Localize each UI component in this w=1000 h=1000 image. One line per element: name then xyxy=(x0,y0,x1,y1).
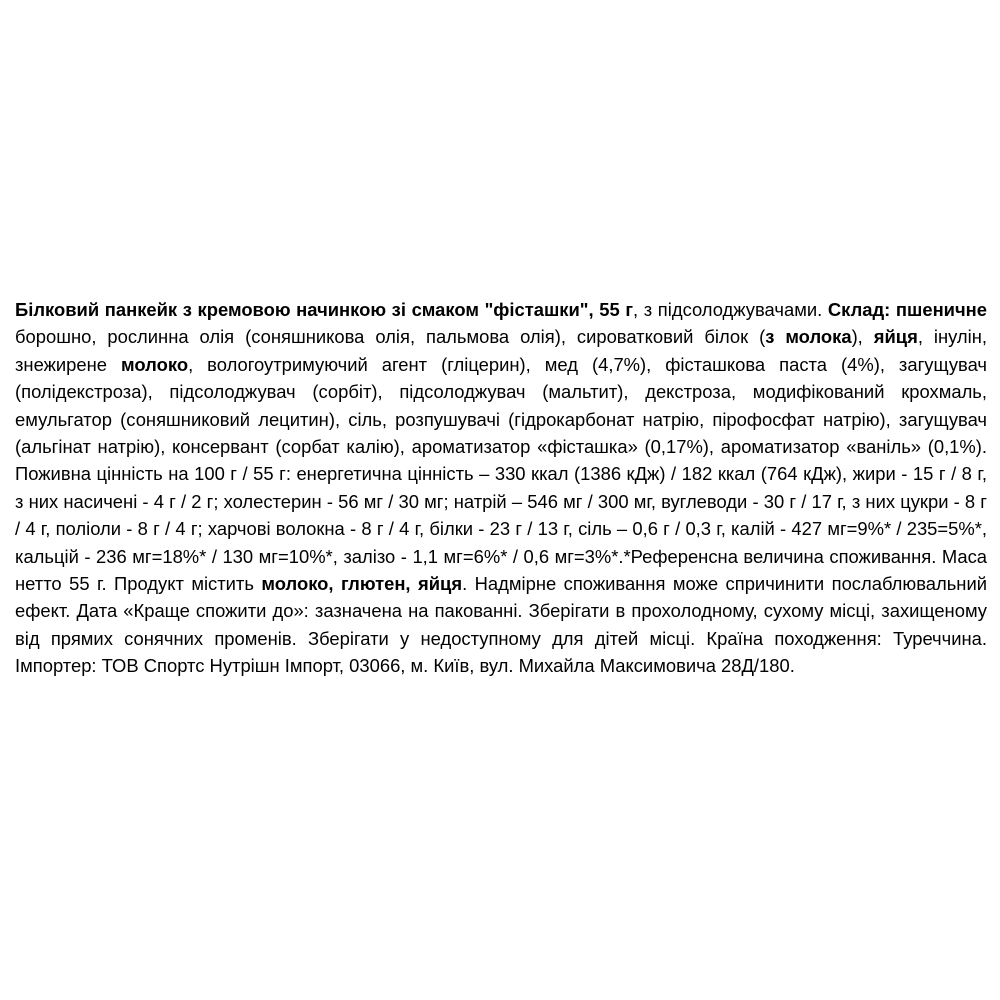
allergen-list: молоко, глютен, яйця xyxy=(261,573,463,595)
allergen-milk: молоко xyxy=(121,353,189,375)
text-segment: , з підсолоджувачами. xyxy=(633,299,828,320)
composition-heading: Склад: пшеничне xyxy=(827,299,987,320)
text-segment: борошно, рослинна олія (соняшникова олія, пальмова олія), сироватковий білок ( xyxy=(15,326,766,348)
ingredients-and-nutrition-text: , вологоутримуючий агент (гліцерин), мед (4,7%), фісташкова паста (4%), загущувач (полідекстроза), підсолоджувач (сорбіт), підсолоджувач (мальтит), декстроза, модифікований крохмаль, емульгатор (соняшниковий лецитин), сіль, розпушувачі (гідрокарбонат натрію, пірофосфат натрію), загущувач (альгінат натрію), консервант (сорбат калію), ароматизатор «фісташка» (0,17%), ароматизатор «ваніль» (0,1%). Поживна цінність на 100 г / 55 г: енергетична цінність – 330 ккал (1386 кДж) / 182 ккал (764 кДж), жири - 15 г / 8 г, з них насичені - 4 г / 2 г; холестерин - 56 мг / 30 мг; натрій – 546 мг / 300 мг, вуглеводи - 30 г / 17 г, з них цукри - 8 г / 4 г, поліоли - 8 г / 4 г; харчові волокна - 8 г / 4 г, білки - 23 г / 13 г, сіль – 0,6 г / 0,3 г, калій - 427 мг=9%* / 235=5%*, кальцій - 236 мг=18%* / 130 мг=10%*, залізо - 1,1 мг=6%* / 0,6 мг=3%*.*Референсна величина споживання. Маса нетто 55 г. Продукт містить xyxy=(15,353,988,595)
product-name: Білковий панкейк з кремовою начинкою зі смаком "фісташки", 55 г xyxy=(15,299,633,320)
text-segment: ), xyxy=(851,326,874,348)
product-label-text xyxy=(15,296,987,680)
text-segment: , інулін, знежирене xyxy=(15,326,987,375)
allergen-eggs: яйця xyxy=(873,326,918,348)
storage-and-importer-text: . Надмірне споживання може спричинити послаблювальний ефект. Дата «Краще спожити до»: зазначена на пакованні. Зберігати в прохолодному, сухому місці, захищеному від прямих сонячних променів. Зберігати у недоступному для дітей місці. Країна походження: Туреччина. Імпортер: ТОВ Спортс Нутрішн Імпорт, 03066, м. Київ, вул. Михайла Максимовича 28Д/180. xyxy=(15,573,987,677)
allergen-milk: з молока xyxy=(765,326,852,348)
